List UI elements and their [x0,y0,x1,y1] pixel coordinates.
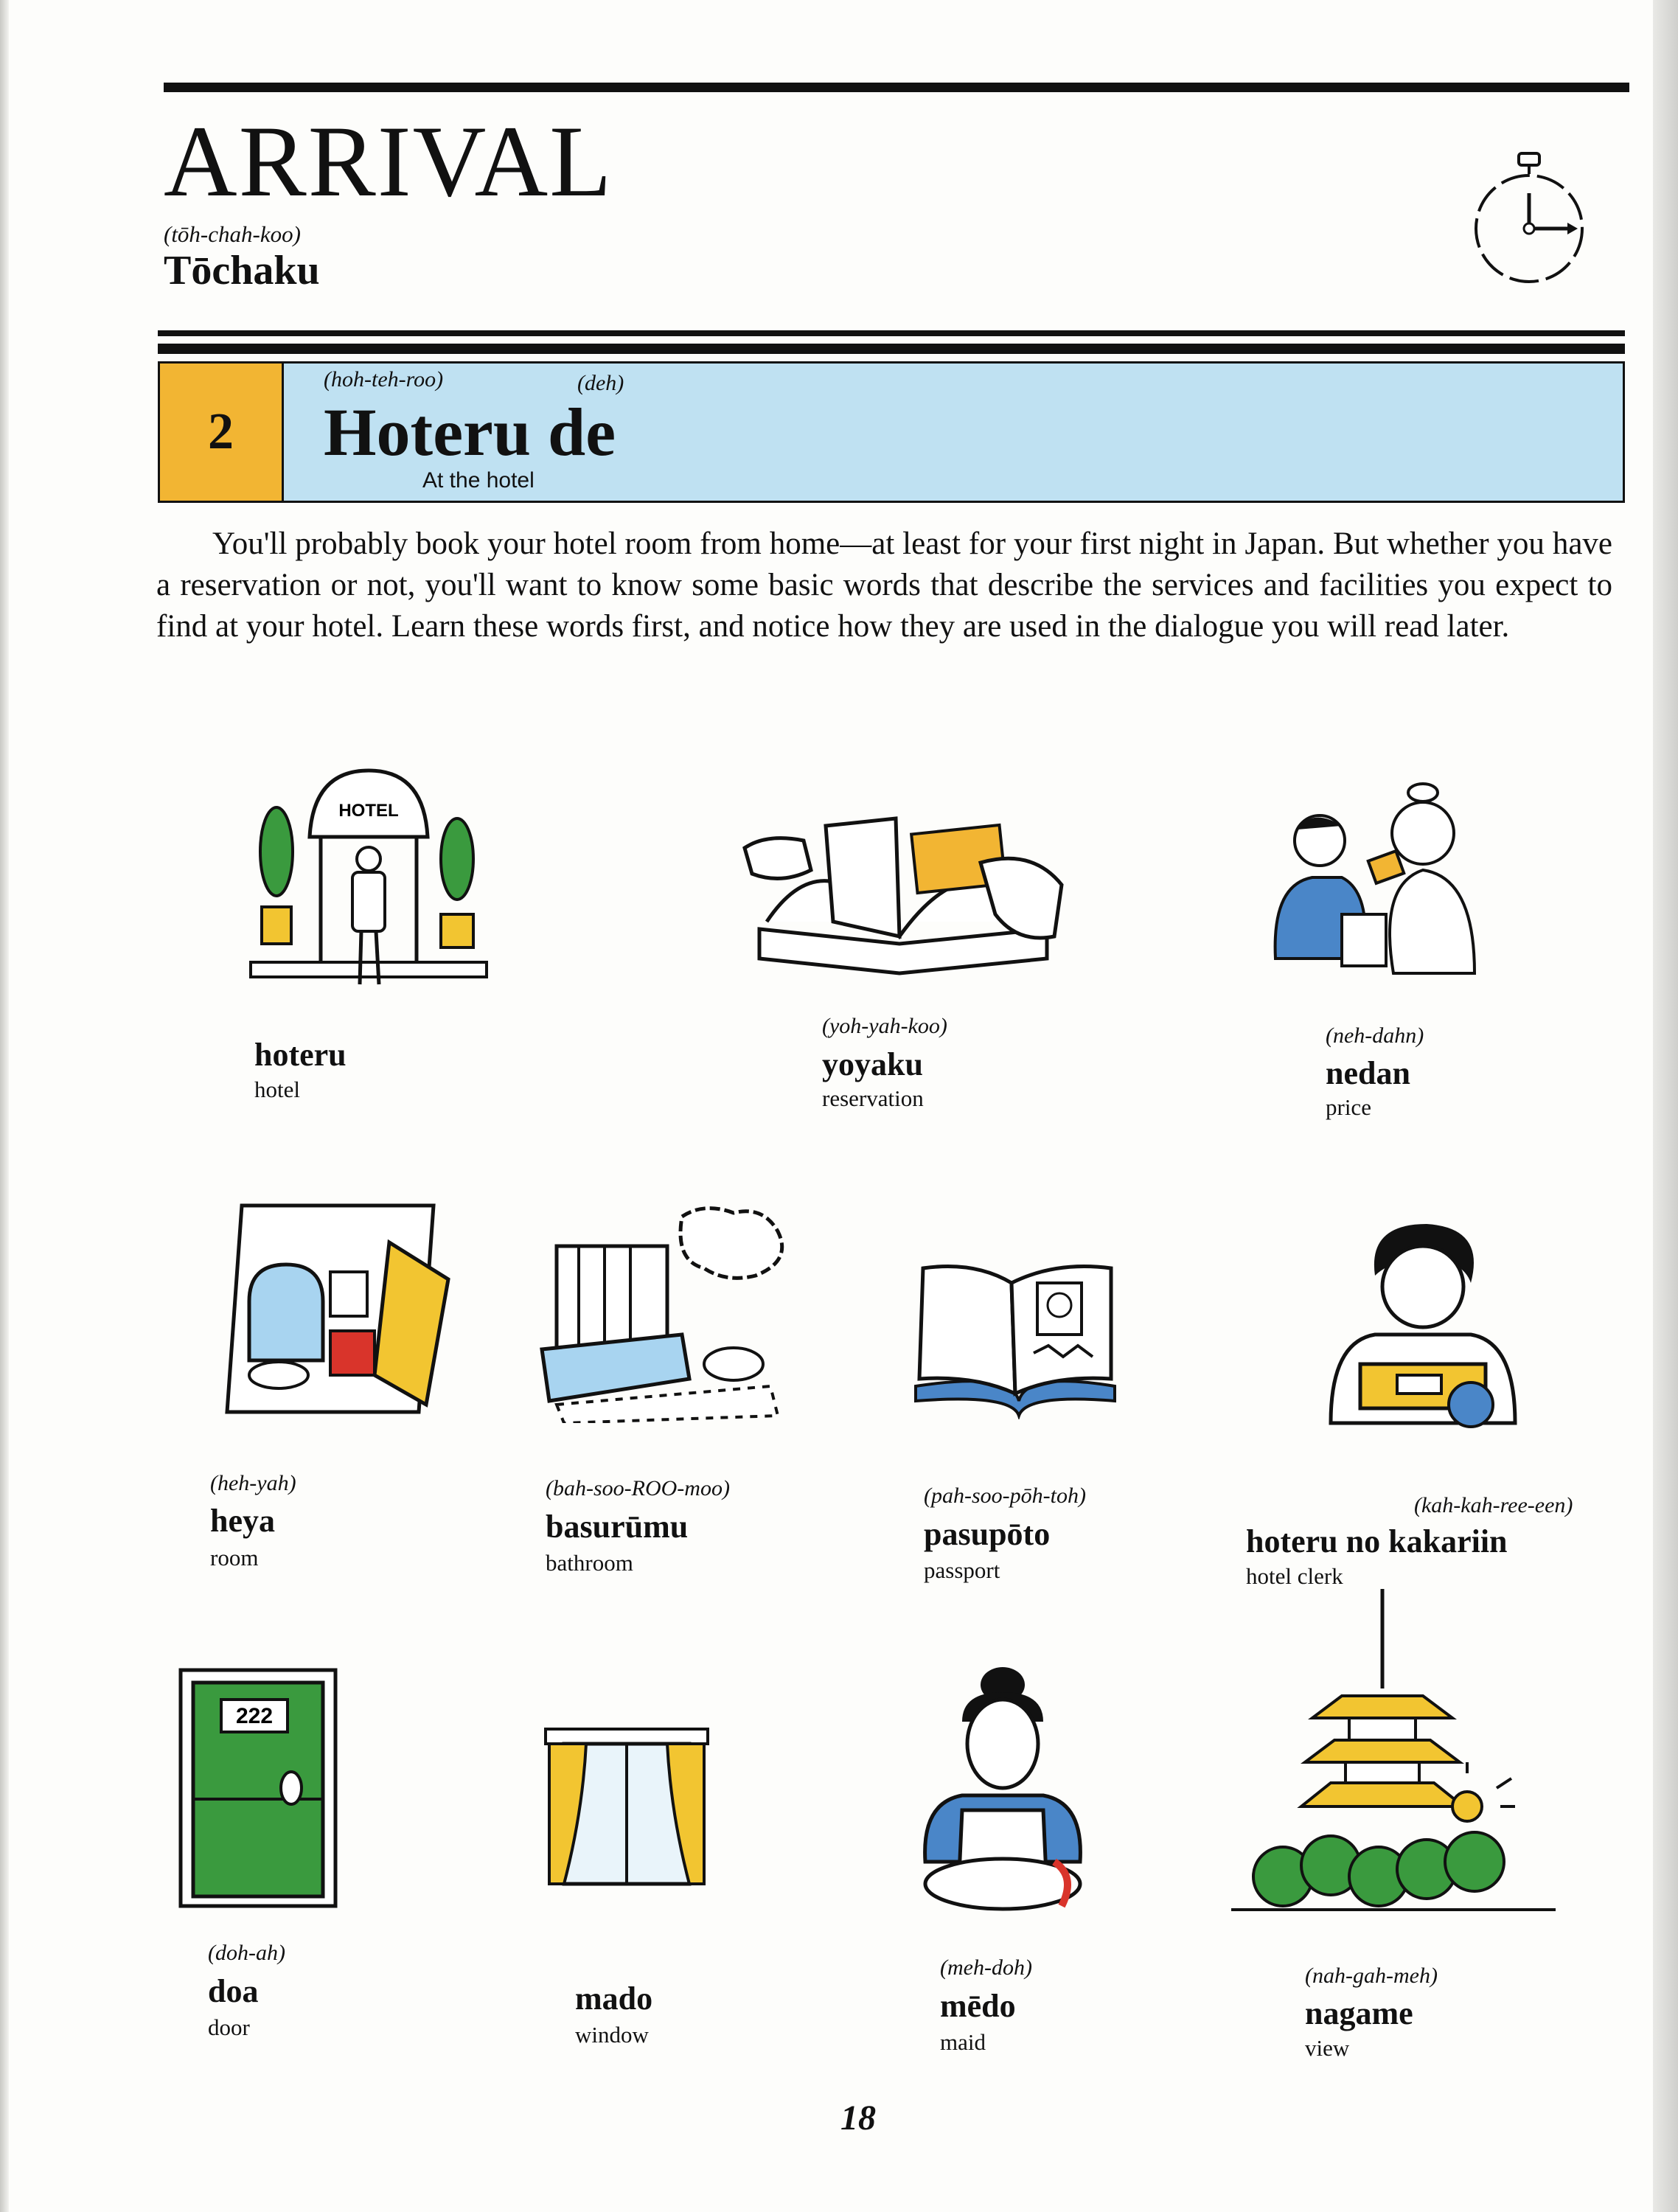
section-pron-de: (deh) [577,371,624,395]
vocab-gloss-medo: maid [940,2029,986,2055]
pagoda-view-illustration [1231,1585,1563,1947]
vocab-pron-yoyaku: (yoh-yah-koo) [822,1014,947,1038]
vocab-gloss-nedan: price [1326,1094,1371,1120]
vocab-word-pasupoto: pasupōto [924,1516,1051,1552]
maid-illustration [911,1663,1095,1921]
chapter-pronunciation: (tōh-chah-koo) [164,221,301,247]
section-number: 2 [160,364,284,501]
reservation-book-illustration [737,789,1069,988]
passport-illustration [908,1253,1122,1419]
vocab-word-mado: mado [575,1980,653,2017]
vocab-word-doa: doa [208,1973,259,2009]
vocab-word-nedan: nedan [1326,1055,1410,1091]
chapter-title: ARRIVAL [164,105,613,218]
hotel-entrance-illustration [243,748,494,999]
vocab-word-hoteru: hoteru [254,1037,347,1073]
room-illustration [220,1198,463,1427]
page-left-edge [0,0,9,2212]
vocab-gloss-kakariin: hotel clerk [1246,1563,1343,1589]
vocab-pron-heya: (heh-yah) [210,1471,296,1495]
page-right-edge [1653,0,1678,2212]
top-rule [164,83,1629,92]
vocab-pron-medo: (meh-doh) [940,1955,1032,1980]
door-number-plate: 222 [235,1704,274,1728]
vocab-gloss-basurumu: bathroom [546,1550,633,1576]
vocab-gloss-doa: door [208,2014,250,2040]
vocab-gloss-mado: window [575,2022,649,2048]
band-top-rule [158,330,1625,336]
vocab-word-medo: mēdo [940,1988,1016,2024]
vocab-word-yoyaku: yoyaku [822,1046,923,1082]
section-subtitle: At the hotel [422,468,535,493]
vocab-pron-kakariin: (kah-kah-ree-een) [1414,1493,1573,1517]
section-band [158,361,1625,503]
window-illustration [542,1725,711,1888]
chapter-japanese-title: Tōchaku [164,248,320,293]
section-pron-hoteru: (hoh-teh-roo) [324,367,444,392]
band-second-rule [158,344,1625,354]
vocab-word-nagame: nagame [1305,1995,1413,2031]
vocab-word-basurumu: basurūmu [546,1509,689,1545]
bathroom-illustration [535,1202,793,1423]
door-illustration [177,1666,343,1910]
section-title: Hoteru de [324,394,616,470]
price-illustration [1261,767,1497,988]
vocab-word-kakariin: hoteru no kakariin [1246,1523,1508,1559]
hotel-sign-text: HOTEL [338,801,399,821]
vocab-gloss-yoyaku: reservation [822,1085,924,1111]
vocab-pron-pasupoto: (pah-soo-pōh-toh) [924,1484,1086,1508]
vocab-gloss-pasupoto: passport [924,1557,1000,1583]
vocab-gloss-hoteru: hotel [254,1077,300,1102]
vocab-gloss-nagame: view [1305,2035,1350,2061]
vocab-pron-basurumu: (bah-soo-ROO-moo) [546,1476,730,1500]
stopwatch-icon [1467,147,1591,295]
hotel-clerk-illustration [1316,1217,1530,1438]
vocab-pron-nedan: (neh-dahn) [1326,1023,1424,1048]
vocab-pron-doa: (doh-ah) [208,1941,285,1965]
vocab-gloss-heya: room [210,1545,259,1571]
intro-paragraph: You'll probably book your hotel room from home—at least for your first night in Japan. But whether you have a reservation or not, you'll want to know some basic words that describe the services and facilities you expect to find at your hotel. Learn these words first, and notice how they are used in the dialogue you will read later. [156,526,1612,644]
vocab-pron-nagame: (nah-gah-meh) [1305,1964,1438,1988]
page-number: 18 [840,2098,876,2138]
vocab-word-heya: heya [210,1503,275,1539]
